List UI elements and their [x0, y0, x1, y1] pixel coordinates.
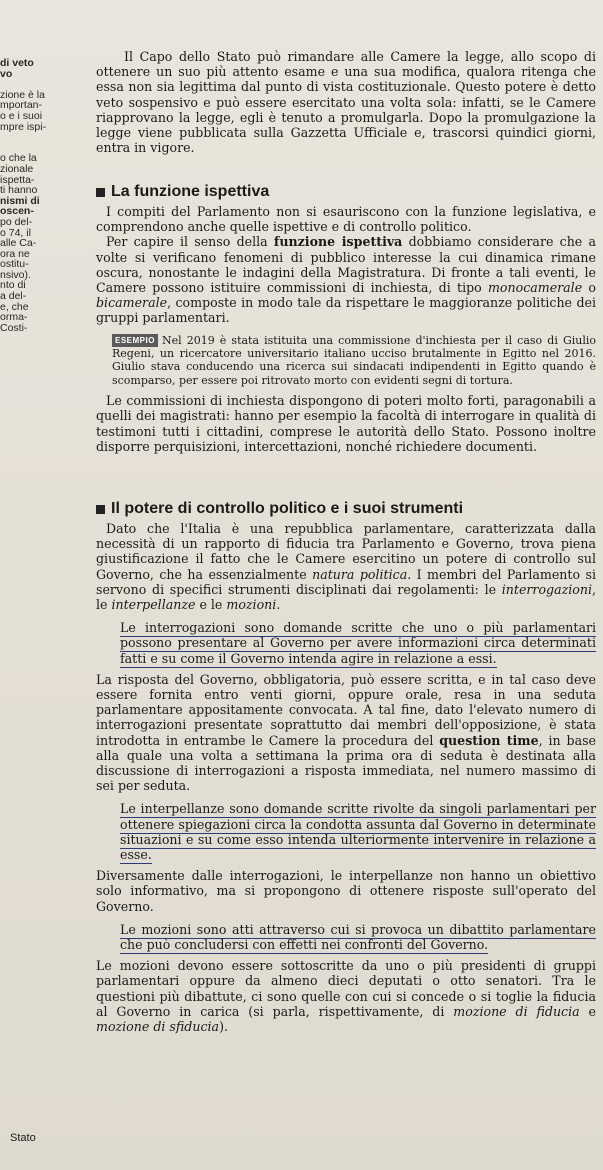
section-heading [96, 183, 596, 201]
paragraph: Le mozioni devono essere sottoscritte da uno o più presidenti di gruppi parlamentari oppure da almeno dieci deputati o otto senatori. Tra le questioni più dibattute, ci sono quelle con cui si concede o si toglie la fiducia al Governo in carica (si parla, rispettivamente, di mozione di fiducia e mozione di sfiducia). [96, 958, 596, 1035]
margin-note: alle Ca- [0, 238, 37, 249]
margin-note: nsivo). [0, 269, 31, 281]
definition-mozioni: Le mozioni sono atti attraverso cui si provoca un dibattito parlamentare che può concludersi con effetti nei confronti del Governo. [120, 921, 596, 953]
paragraph: I compiti del Parlamento non si esauriscono con la funzione legislativa, e comprendono anche quelle ispettive e di controllo politico. [96, 204, 596, 235]
margin-note: ti hanno [0, 185, 38, 196]
section-heading [96, 500, 596, 518]
margin-note: po del- [0, 216, 33, 228]
definition-interpellanze: Le interpellanze sono domande scritte rivolte da singoli parlamentari per ottenere spiegazioni circa la condotta assunta dal Governo in determinate situazioni e su come esso intenda ulteriormente intervenire in relazione a esse. [120, 801, 596, 863]
margin-note: nto di [0, 280, 26, 292]
example-box: ESEMPIO Nel 2019 è stata istituita una commissione d'inchiesta per il caso di Giulio Regeni, un ricercatore universitario italiano ucciso brutalmente in Egitto nel 2016. Giulio stava conducendo una ricerca sui sindacati indipendenti in Egitto quando è scomparso, per essere poi ritrovato morto con evidenti segni di tortura. [112, 333, 596, 387]
paragraph: Diversamente dalle interrogazioni, le interpellanze non hanno un obiettivo solo informativo, ma si propongono di ottenere risposte sull'operato del Governo. [96, 868, 596, 914]
margin-note: mportan- [0, 100, 43, 111]
square-bullet-icon [96, 505, 105, 514]
intro-paragraph: Il Capo dello Stato può rimandare alle Camere la legge, allo scopo di ottenere un suo più attento esame e una sua modifica, qualora ritenga che essa non sia legittima dal punto di vista costituzionale. Questo potere è detto veto sospensivo e può essere esercitato una volta sola: infatti, se le Camere riapprovano la legge, egli è tenuto a promulgarla. Dopo la promulgazione la legge viene pubblicata sulla Gazzetta Ufficiale e, trascorsi quindici giorni, entra in vigore. [96, 49, 596, 156]
margin-note: Costi- [0, 322, 28, 334]
margin-note: e, che [0, 301, 29, 313]
margin-note: ora ne [0, 248, 30, 260]
margin-note: o e i suoi [0, 110, 43, 122]
margin-note: oscen- [0, 206, 34, 217]
definition-interrogazioni: Le interrogazioni sono domande scritte che uno o più parlamentari possono presentare al Governo per avere informazioni circa determinati fatti e su come il Governo intenda agire in relazione a essi. [120, 620, 596, 666]
paragraph: La risposta del Governo, obbligatoria, può essere scritta, e in tal caso deve essere fornita entro venti giorni, oppure orale, resa in una seduta parlamentare appositamente convocata. A tal fine, dato l'elevato numero di interrogazioni presentate soprattutto dai membri dell'opposizione, è stata introdotta in entrambe le Camere la procedura del question time, in base alla quale una volta a settimana la prima ora di seduta è destinata alla discussione di interrogazioni a risposta immediata, nel numero massimo di sei per seduta. [96, 671, 597, 794]
section-controllo-politico [96, 500, 596, 1034]
square-bullet-icon [96, 188, 105, 197]
example-badge: ESEMPIO [112, 334, 158, 347]
paragraph: Per capire il senso della funzione ispettiva dobbiamo considerare che a volte si verificano fenomeni di pubblico interesse la cui dinamica rimane oscura, nonostante le indagini della Magistratura. Di fronte a tali eventi, le Camere possono istituire commissioni di inchiesta, di tipo monocamerale o bicamerale, composte in modo tale da rispettare le maggioranze politiche dei gruppi parlamentari. [96, 234, 597, 326]
margin-note: ostitu- [0, 259, 29, 270]
margin-note: o 74, il [0, 227, 31, 239]
section-heading-text: La funzione ispettiva [111, 183, 270, 200]
margin-note [0, 79, 70, 90]
margin-note [0, 143, 70, 154]
margin-note: vo [0, 68, 13, 80]
section-ispettiva [96, 183, 596, 454]
margin-note: ispetta- [0, 174, 35, 186]
margin-note: zionale [0, 163, 34, 175]
left-margin-column [0, 58, 70, 333]
margin-note: a del- [0, 291, 27, 302]
section-heading-text: Il potere di controllo politico e i suoi strumenti [111, 500, 464, 517]
intro-paragraph-block [96, 49, 596, 155]
margin-note: orma- [0, 312, 28, 323]
paragraph: Dato che l'Italia è una repubblica parlamentare, caratterizzata dalla necessità di un rapporto di fiducia tra Parlamento e Governo, trova piena giustificazione il fatto che le Camere esercitino un potere di controllo sul Governo, che ha essenzialmente natura politica. I membri del Parlamento si servono di specifici strumenti disciplinati dai regolamenti: le interrogazioni, le interpellanze e le mozioni. [96, 521, 596, 613]
margin-note [0, 132, 70, 143]
margin-note: nismi di [0, 195, 40, 207]
margin-note: di veto [0, 58, 34, 69]
margin-footer-note: Stato [10, 1132, 36, 1144]
margin-note: o che la [0, 153, 37, 164]
margin-note: mpre ispi- [0, 121, 47, 133]
paragraph: Le commissioni di inchiesta dispongono di poteri molto forti, paragonabili a quelli dei magistrati: hanno per esempio la facoltà di interrogare in qualità di testimoni tutti i cittadini, comprese le autorità dello Stato. Possono inoltre disporre perquisizioni, intercettazioni, nonché richiedere documenti. [96, 393, 596, 454]
margin-note: zione è la [0, 89, 45, 101]
